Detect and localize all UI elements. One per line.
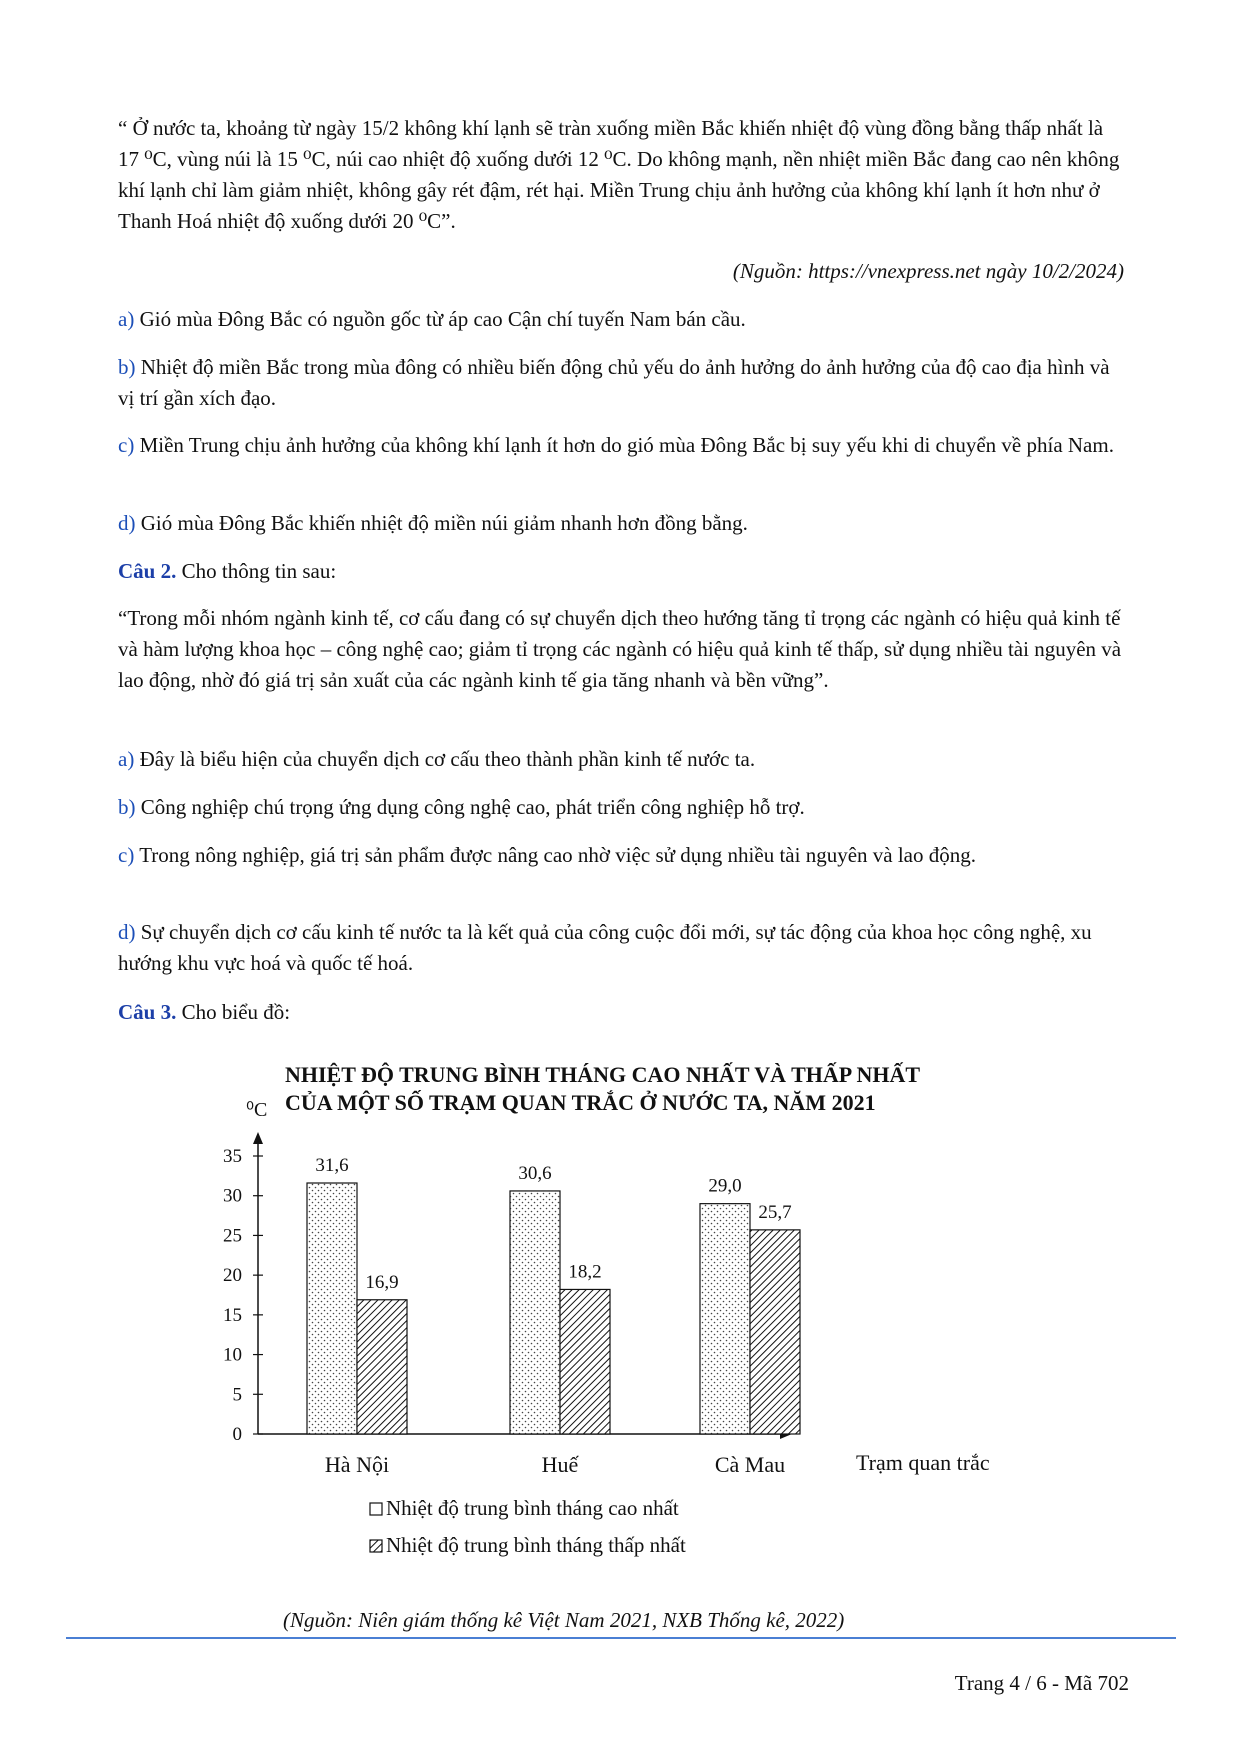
y-axis-arrow (253, 1132, 263, 1144)
q2-quote: “Trong mỗi nhóm ngành kinh tế, cơ cấu đang có sự chuyển dịch theo hướng tăng tỉ trọng các ngành có hiệu quả kinh tế và hàm lượng khoa học – công nghệ cao; giảm tỉ trọng các ngành có hiệu quả kinh tế thấp, sử dụng nhiều tài nguyên và lao động, nhờ đó giá trị sản xuất của các ngành kinh tế gia tăng nhanh và bền vững”. (118, 606, 1122, 692)
chart-source: (Nguồn: Niên giám thống kê Việt Nam 2021, NXB Thống kê, 2022) (283, 1608, 845, 1632)
bar-value-label: 30,6 (518, 1162, 552, 1184)
q1-item-d: d) Gió mùa Đông Bắc khiến nhiệt độ miền núi giảm nhanh hơn đồng bằng. (118, 511, 748, 535)
bar-low (560, 1289, 610, 1434)
x-category-label: Huế (541, 1452, 579, 1477)
legend-label-high: Nhiệt độ trung bình tháng cao nhất (386, 1496, 679, 1520)
q1-item-a: a) Gió mùa Đông Bắc có nguồn gốc từ áp cao Cận chí tuyến Nam bán cầu. (118, 307, 746, 331)
y-tick-label: 15 (223, 1304, 242, 1326)
page-footer: Trang 4 / 6 - Mã 702 (954, 1671, 1129, 1695)
y-tick-label: 30 (223, 1185, 242, 1207)
bar-value-label: 31,6 (315, 1155, 349, 1177)
bar-low (357, 1300, 407, 1434)
chart-title: NHIỆT ĐỘ TRUNG BÌNH THÁNG CAO NHẤT VÀ THẤP NHẤT (285, 1062, 921, 1087)
bar-value-label: 18,2 (568, 1261, 602, 1283)
footer-divider (66, 1637, 1176, 1639)
q2-item-a: a) Đây là biểu hiện của chuyển dịch cơ cấu theo thành phần kinh tế nước ta. (118, 747, 756, 771)
q2-item-b: b) Công nghiệp chú trọng ứng dụng công nghệ cao, phát triển công nghiệp hỗ trợ. (118, 795, 805, 819)
y-tick-label: 0 (232, 1424, 242, 1445)
q3-heading: Câu 3. Cho biểu đồ: (118, 1000, 291, 1024)
chart-legend (370, 1496, 686, 1557)
bar-high (307, 1183, 357, 1434)
y-tick-label: 10 (223, 1344, 242, 1366)
chart-subtitle: CỦA MỘT SỐ TRẠM QUAN TRẮC Ở NƯỚC TA, NĂM 2021 (285, 1090, 876, 1115)
intro-quote: “ Ở nước ta, khoảng từ ngày 15/2 không khí lạnh sẽ tràn xuống miền Bắc khiến nhiệt độ vùng đồng bằng thấp nhất là 17 ⁰C, vùng núi là 15 ⁰C, núi cao nhiệt độ xuống dưới 12 ⁰C. Do không mạnh, nền nhiệt miền Bắc đang cao nên không khí lạnh chỉ làm giảm nhiệt, không gây rét đậm, rét hại. Miền Trung chịu ảnh hưởng của không khí lạnh ít hơn như ở Thanh Hoá nhiệt độ xuống dưới 20 ⁰C”. (118, 116, 1120, 233)
q1-item-c: c) Miền Trung chịu ảnh hưởng của không khí lạnh ít hơn do gió mùa Đông Bắc bị suy yếu khi di chuyển về phía Nam. (118, 433, 1114, 457)
y-tick-label: 20 (223, 1265, 242, 1287)
y-axis-unit: ⁰C (246, 1099, 268, 1121)
bar-value-label: 16,9 (365, 1271, 399, 1293)
temperature-bar-chart (200, 1060, 1040, 1605)
x-category-label: Cà Mau (714, 1452, 786, 1477)
y-tick-label: 35 (223, 1146, 242, 1167)
x-axis-label: Trạm quan trắc (856, 1450, 990, 1475)
bar-low (750, 1230, 800, 1434)
bar-high (510, 1191, 560, 1434)
y-tick-label: 5 (232, 1384, 242, 1406)
legend-swatch-high (370, 1503, 382, 1515)
y-tick-label: 25 (223, 1225, 242, 1247)
bar-high (700, 1204, 750, 1434)
q1-item-b: b) Nhiệt độ miền Bắc trong mùa đông có nhiều biến động chủ yếu do ảnh hưởng do ảnh hưởng của độ cao địa hình và vị trí gần xích đạo. (118, 355, 1110, 410)
legend-swatch-low (370, 1540, 382, 1552)
q2-heading: Câu 2. Cho thông tin sau: (118, 559, 337, 583)
bar-value-label: 25,7 (758, 1201, 792, 1223)
q2-item-d: d) Sự chuyển dịch cơ cấu kinh tế nước ta là kết quả của công cuộc đổi mới, sự tác động của khoa học công nghệ, xu hướng khu vực hoá và quốc tế hoá. (118, 920, 1092, 975)
bar-value-label: 29,0 (708, 1175, 742, 1197)
legend-label-low: Nhiệt độ trung bình tháng thấp nhất (386, 1533, 686, 1557)
intro-source: (Nguồn: https://vnexpress.net ngày 10/2/2024) (732, 259, 1124, 283)
q2-item-c: c) Trong nông nghiệp, giá trị sản phẩm được nâng cao nhờ việc sử dụng nhiều tài nguyên và lao động. (118, 843, 977, 867)
x-category-label: Hà Nội (324, 1452, 390, 1477)
